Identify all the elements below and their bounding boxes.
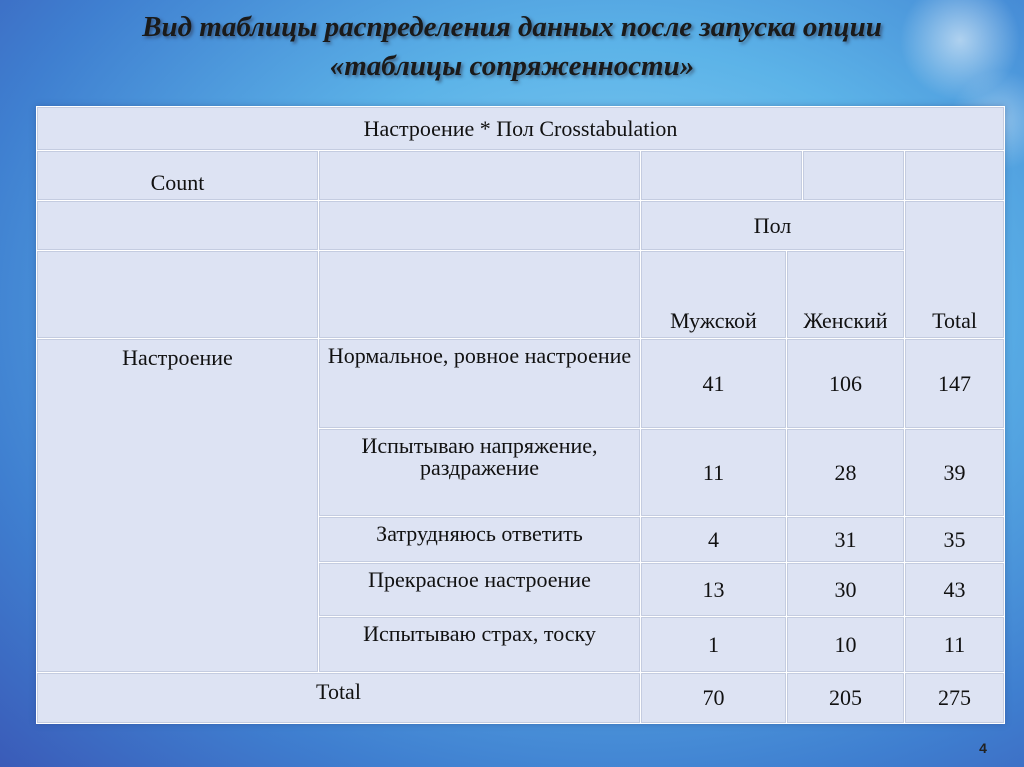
cell-value: 1 [641, 617, 787, 673]
column-header-male: Мужской [641, 251, 787, 339]
cell-value: 106 [787, 339, 905, 429]
slide-title [20, 8, 1004, 86]
cell-value: 11 [641, 429, 787, 517]
slide-title-line-1: Вид таблицы распределения данных после запуска опции [142, 11, 882, 43]
column-group-header: Пол [641, 201, 905, 251]
row-label: Испытываю напряжение, раздражение [319, 429, 641, 517]
column-header-total: Total [905, 201, 1005, 339]
cell-value: 11 [905, 617, 1005, 673]
empty-cell [319, 251, 641, 339]
table-group-header-row [37, 201, 1005, 251]
table-column-header-row [37, 251, 1005, 339]
cell-value: 31 [787, 517, 905, 563]
empty-cell [803, 151, 905, 201]
cell-value: 275 [905, 673, 1005, 724]
cell-value: 35 [905, 517, 1005, 563]
cell-value: 41 [641, 339, 787, 429]
empty-cell [37, 201, 319, 251]
cell-value: 10 [787, 617, 905, 673]
cell-value: 147 [905, 339, 1005, 429]
table-row [37, 339, 1005, 429]
count-label: Count [37, 151, 319, 201]
row-label: Затрудняюсь ответить [319, 517, 641, 563]
cell-value: 28 [787, 429, 905, 517]
table-caption: Настроение * Пол Crosstabulation [37, 107, 1005, 151]
column-header-female: Женский [787, 251, 905, 339]
crosstab-table [36, 106, 1005, 724]
cell-value: 70 [641, 673, 787, 724]
empty-cell [37, 251, 319, 339]
table-caption-row [37, 107, 1005, 151]
row-label: Нормальное, ровное настроение [319, 339, 641, 429]
empty-cell [905, 151, 1005, 201]
empty-cell [319, 201, 641, 251]
cell-value: 205 [787, 673, 905, 724]
slide-title-line-2: «таблицы сопряженности» [329, 50, 695, 82]
row-label: Прекрасное настроение [319, 563, 641, 617]
row-group-header: Настроение [37, 339, 319, 673]
cell-value: 39 [905, 429, 1005, 517]
table-count-row [37, 151, 1005, 201]
cell-value: 43 [905, 563, 1005, 617]
row-label: Испытываю страх, тоску [319, 617, 641, 673]
cell-value: 30 [787, 563, 905, 617]
empty-cell [319, 151, 641, 201]
cell-value: 13 [641, 563, 787, 617]
cell-value: 4 [641, 517, 787, 563]
table-total-row [37, 673, 1005, 724]
empty-cell [641, 151, 803, 201]
page-number: 4 [979, 740, 987, 756]
total-row-label: Total [37, 673, 641, 724]
